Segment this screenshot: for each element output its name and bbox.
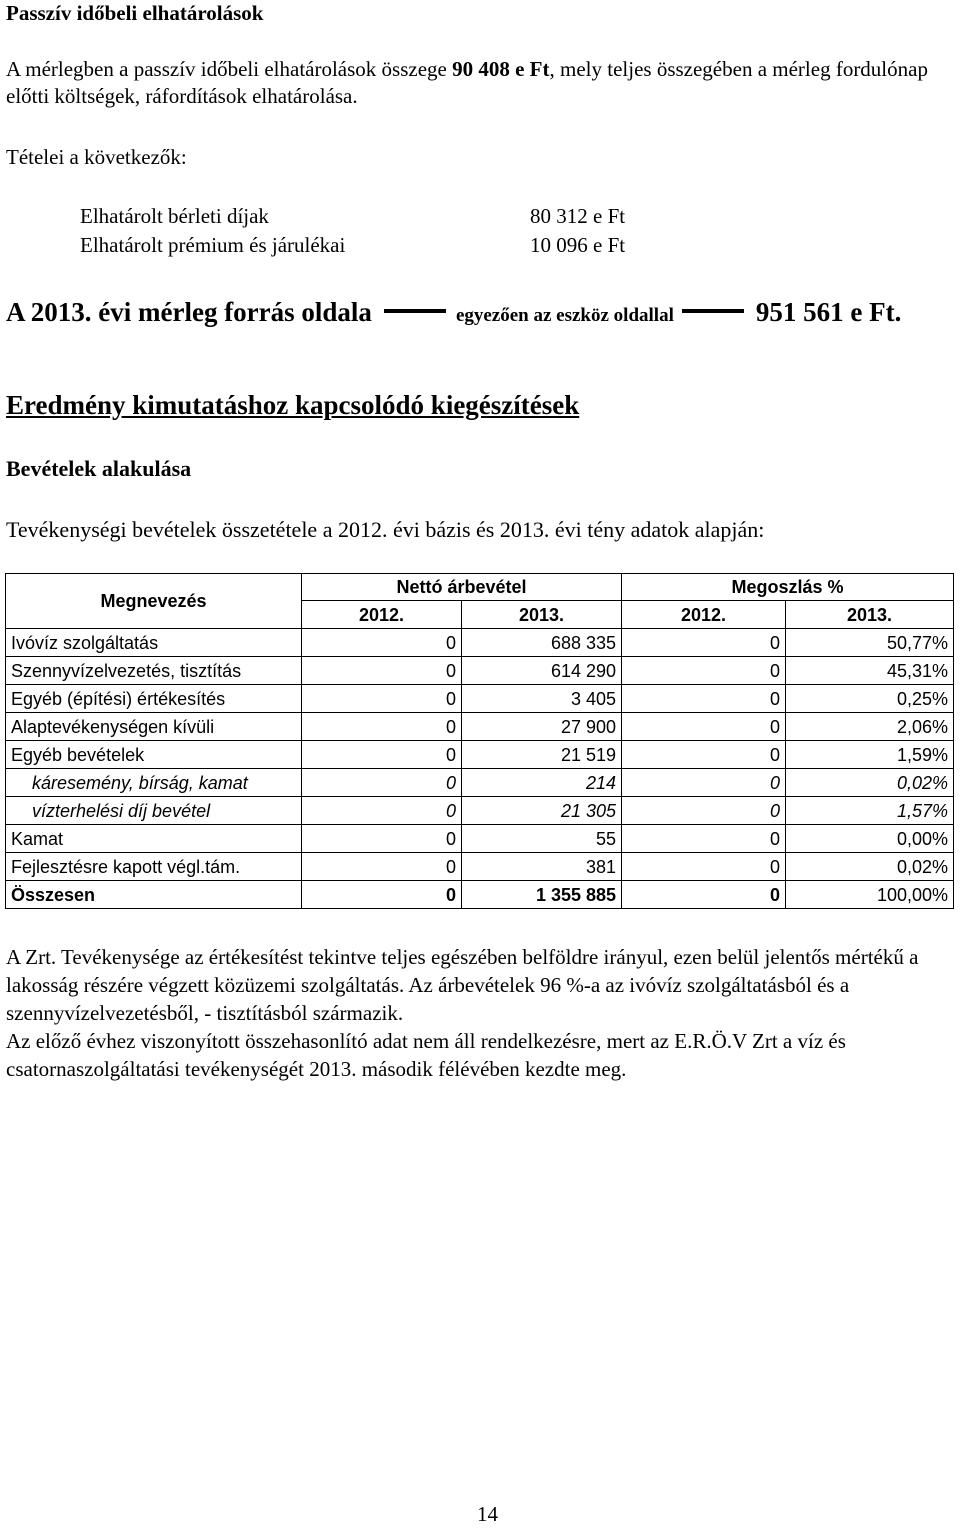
summary-part-2: egyezően az eszköz oldallal	[455, 305, 674, 326]
net-revenue-2013-cell: 27 900	[462, 713, 622, 741]
net-revenue-2013-cell: 688 335	[462, 629, 622, 657]
item-label-rental: Elhatárolt bérleti díjak	[80, 204, 269, 228]
accruals-paragraph-prefix: A mérlegben a passzív időbeli elhatárolások összege	[6, 57, 453, 81]
header-net-revenue: Nettó árbevétel	[302, 574, 622, 601]
net-revenue-2012-cell: 0	[302, 657, 462, 685]
header-year: 2012.	[622, 601, 786, 629]
distribution-2013-cell: 0,00%	[786, 825, 954, 853]
table-row	[6, 629, 954, 657]
net-revenue-2012-cell: 0	[302, 853, 462, 881]
summary-part-1: A 2013. évi mérleg forrás oldala	[6, 297, 372, 327]
table-row	[6, 853, 954, 881]
distribution-2012-cell: 0	[622, 629, 786, 657]
distribution-2013-cell: 50,77%	[786, 629, 954, 657]
net-revenue-2012-cell: 0	[302, 741, 462, 769]
row-name-cell: káresemény, bírság, kamat	[6, 769, 302, 797]
items-intro: Tételei a következők:	[6, 145, 187, 169]
closing-text	[6, 943, 956, 1083]
net-revenue-2013-cell: 55	[462, 825, 622, 853]
net-revenue-2013-cell: 214	[462, 769, 622, 797]
distribution-2013-cell: 0,02%	[786, 853, 954, 881]
dash-separator	[384, 309, 446, 313]
table-row	[6, 685, 954, 713]
header-year: 2013.	[786, 601, 954, 629]
balance-summary	[6, 292, 901, 336]
row-name-cell: Összesen	[6, 881, 302, 909]
net-revenue-2012-cell: 0	[302, 825, 462, 853]
row-name-cell: Fejlesztésre kapott végl.tám.	[6, 853, 302, 881]
net-revenue-2012-cell: 0	[302, 713, 462, 741]
distribution-2012-cell: 0	[622, 769, 786, 797]
distribution-2013-cell: 2,06%	[786, 713, 954, 741]
row-name-cell: Szennyvízelvezetés, tisztítás	[6, 657, 302, 685]
section-title-passive-accruals: Passzív időbeli elhatárolások	[6, 1, 264, 25]
summary-total: 951 561 e Ft.	[755, 297, 902, 327]
row-name-cell: Ivóvíz szolgáltatás	[6, 629, 302, 657]
item-value-rental: 80 312 e Ft	[530, 204, 626, 228]
header-distribution: Megoszlás %	[622, 574, 954, 601]
subsection-title-revenues: Bevételek alakulása	[6, 456, 192, 481]
accruals-paragraph-suffix: , mely teljes összegében a mérleg fordulónap előtti költségek, ráfordítások elhatárolása.	[6, 57, 928, 108]
closing-paragraph-2: Az előző évhez viszonyított összehasonlító adat nem áll rendelkezésre, mert az E.R.Ö.V Zrt a víz és csatornaszolgáltatási tevékenységét 2013. második félévében kezdte meg.	[6, 1029, 846, 1081]
distribution-2012-cell: 0	[622, 853, 786, 881]
table-row	[6, 825, 954, 853]
net-revenue-2012-cell: 0	[302, 685, 462, 713]
item-label-bonus: Elhatárolt prémium és járulékai	[80, 233, 346, 257]
distribution-2012-cell: 0	[622, 713, 786, 741]
accruals-amount: 90 408 e Ft	[452, 57, 550, 81]
header-year: 2012.	[302, 601, 462, 629]
table-body	[6, 629, 954, 909]
revenue-table	[5, 573, 954, 909]
row-name-cell: vízterhelési díj bevétel	[6, 797, 302, 825]
closing-paragraph-1: A Zrt. Tevékenysége az értékesítést tekintve teljes egészében belföldre irányul, ezen belül jelentős mértékű a lakosság részére végzett közüzemi szolgáltatás. Az árbevételek 96 %-a az ivóvíz szolgáltatásból és a szennyvízelvezetésből, - tisztításból származik.	[6, 945, 919, 1025]
distribution-2013-cell: 0,02%	[786, 769, 954, 797]
row-name-cell: Egyéb (építési) értékesítés	[6, 685, 302, 713]
distribution-2013-cell: 0,25%	[786, 685, 954, 713]
distribution-2013-cell: 1,57%	[786, 797, 954, 825]
distribution-2013-cell: 1,59%	[786, 741, 954, 769]
distribution-2012-cell: 0	[622, 881, 786, 909]
distribution-2012-cell: 0	[622, 797, 786, 825]
net-revenue-2013-cell: 614 290	[462, 657, 622, 685]
header-year: 2013.	[462, 601, 622, 629]
row-name-cell: Alaptevékenységen kívüli	[6, 713, 302, 741]
net-revenue-2013-cell: 1 355 885	[462, 881, 622, 909]
net-revenue-2012-cell: 0	[302, 881, 462, 909]
table-row	[6, 657, 954, 685]
net-revenue-2012-cell: 0	[302, 769, 462, 797]
section-title-income-statement: Eredmény kimutatáshoz kapcsolódó kiegészítések	[6, 390, 580, 420]
table-row	[6, 741, 954, 769]
net-revenue-2013-cell: 381	[462, 853, 622, 881]
table-row	[6, 797, 954, 825]
table-row	[6, 713, 954, 741]
net-revenue-2012-cell: 0	[302, 797, 462, 825]
net-revenue-2013-cell: 3 405	[462, 685, 622, 713]
distribution-2013-cell: 45,31%	[786, 657, 954, 685]
row-name-cell: Egyéb bevételek	[6, 741, 302, 769]
net-revenue-2013-cell: 21 305	[462, 797, 622, 825]
distribution-2012-cell: 0	[622, 657, 786, 685]
distribution-2013-cell: 100,00%	[786, 881, 954, 909]
row-name-cell: Kamat	[6, 825, 302, 853]
table-intro: Tevékenységi bevételek összetétele a 2012. évi bázis és 2013. évi tény adatok alapján:	[6, 517, 765, 542]
header-name: Megnevezés	[6, 574, 302, 629]
net-revenue-2013-cell: 21 519	[462, 741, 622, 769]
distribution-2012-cell: 0	[622, 825, 786, 853]
table-row	[6, 769, 954, 797]
net-revenue-2012-cell: 0	[302, 629, 462, 657]
distribution-2012-cell: 0	[622, 685, 786, 713]
distribution-2012-cell: 0	[622, 741, 786, 769]
accruals-paragraph	[6, 56, 941, 110]
page-number: 14	[477, 1502, 498, 1526]
table-row	[6, 881, 954, 909]
dash-separator	[682, 309, 744, 313]
item-value-bonus: 10 096 e Ft	[530, 233, 626, 257]
